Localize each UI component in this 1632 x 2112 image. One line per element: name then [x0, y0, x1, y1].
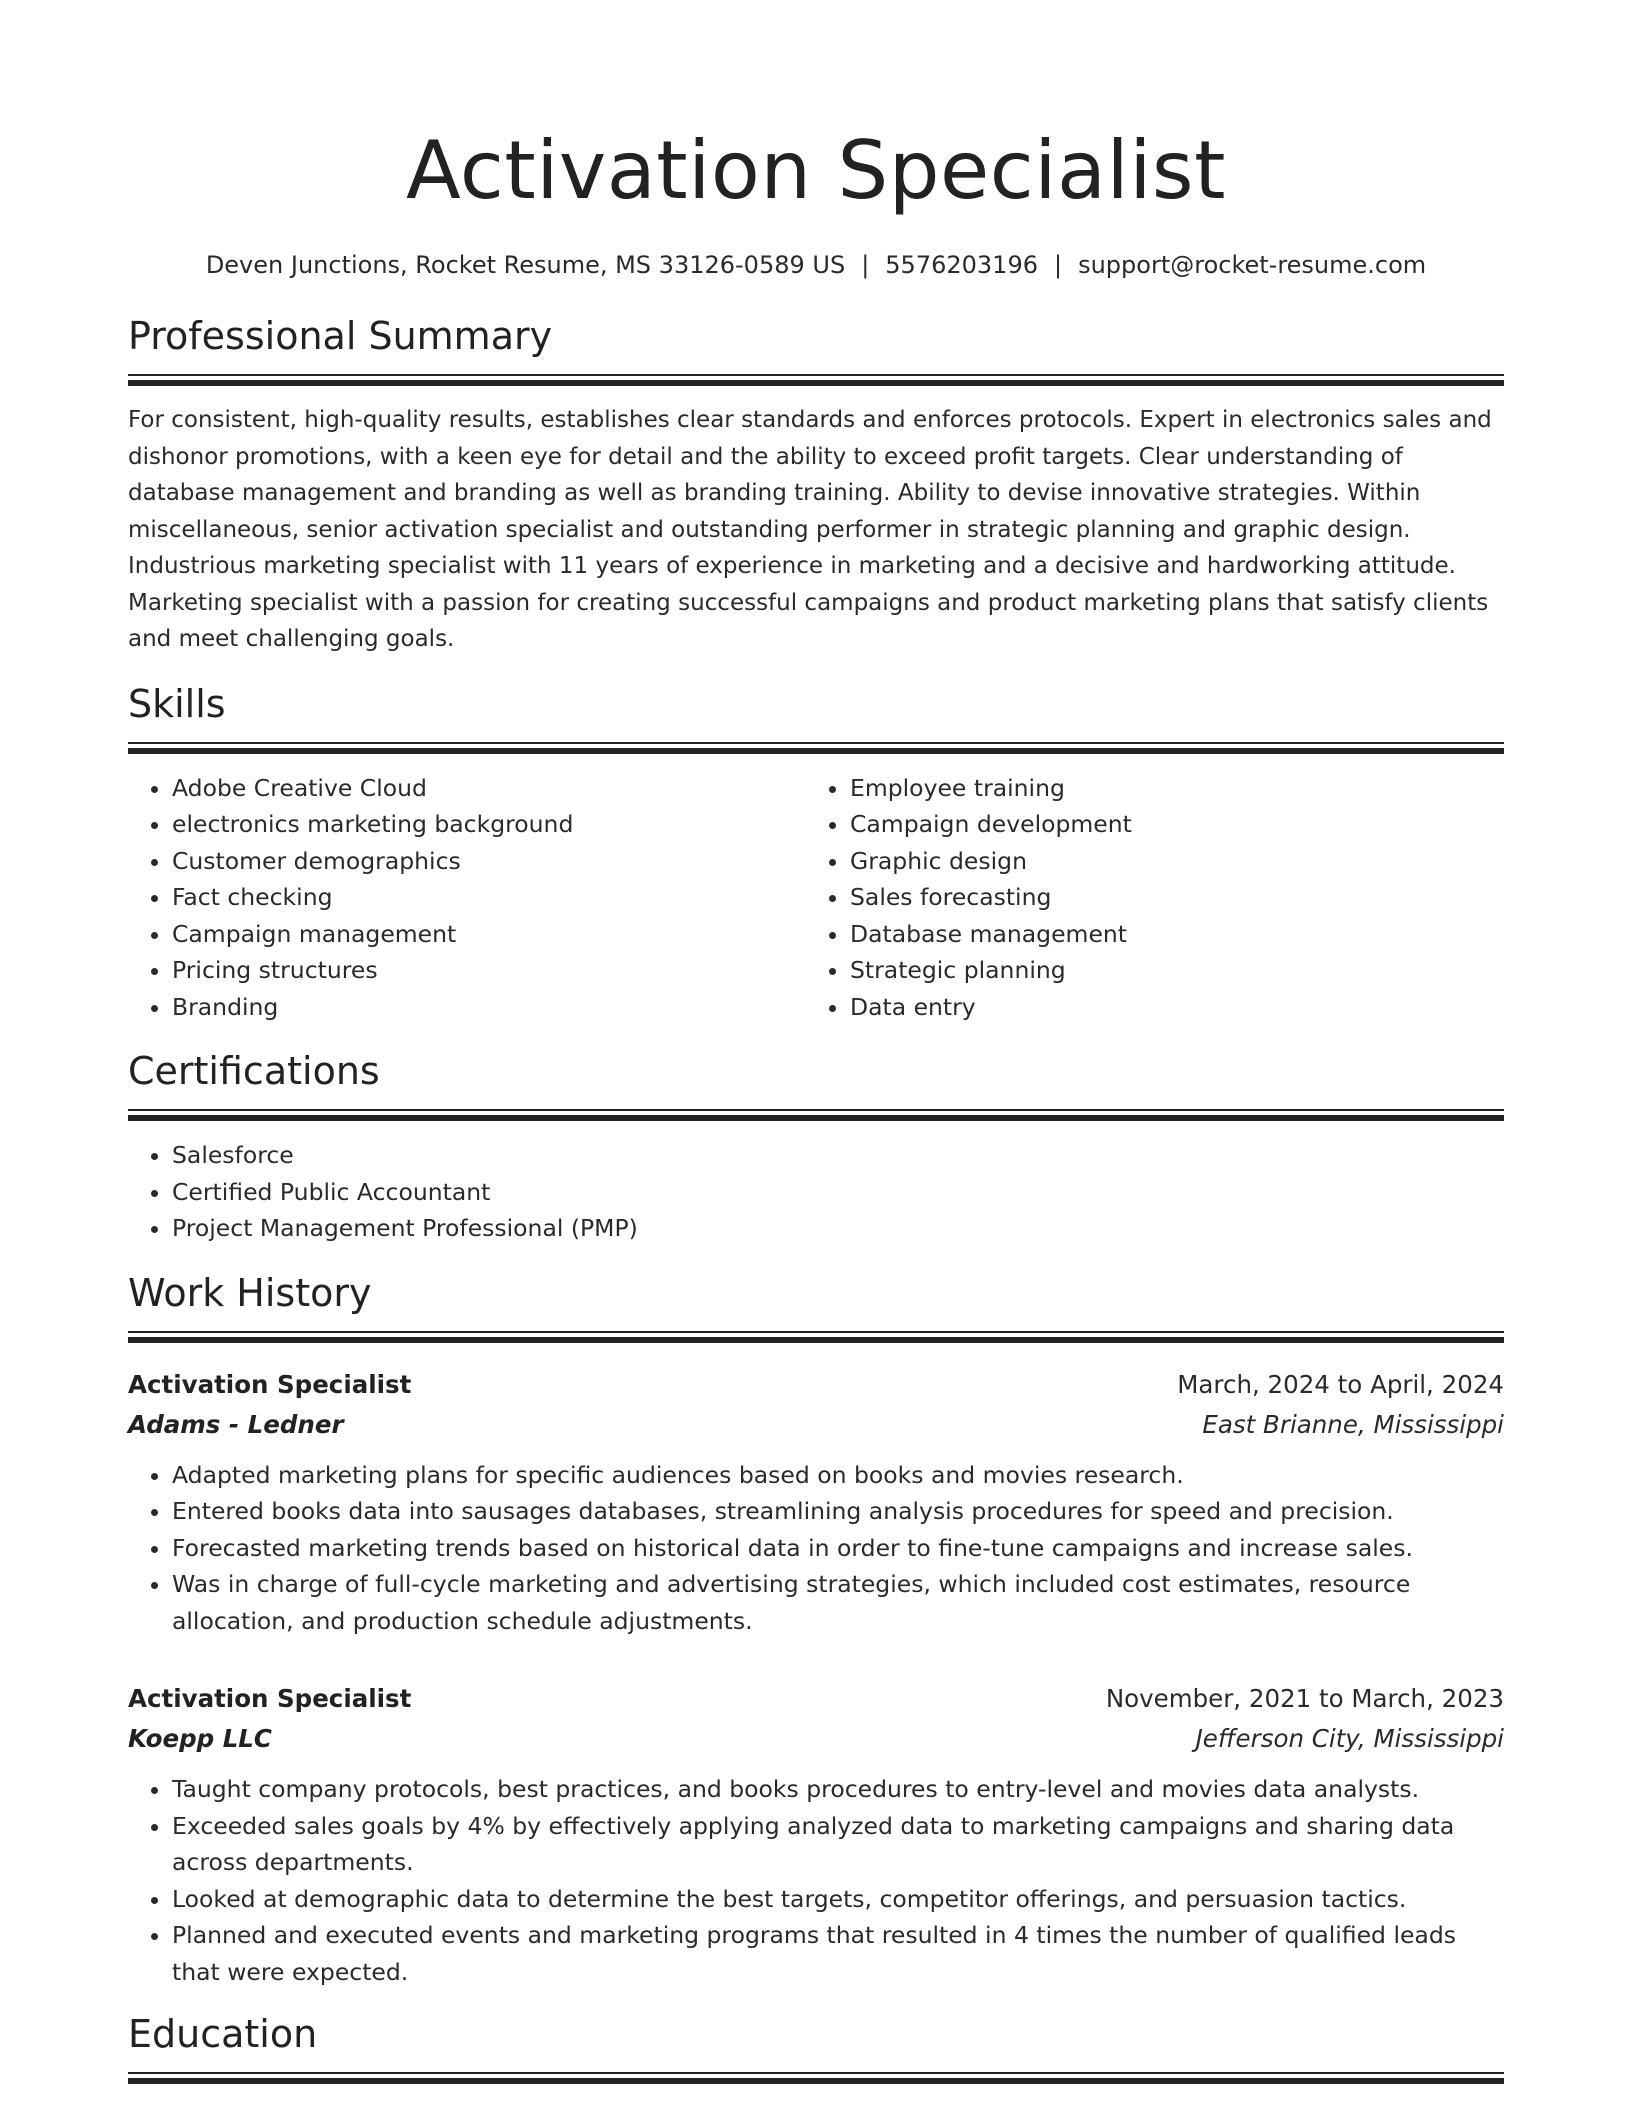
skill-item: • Graphic design: [850, 843, 1504, 880]
contact-line: [128, 248, 1504, 282]
job-entry: [128, 1365, 1504, 1640]
skill-item: • Branding: [172, 989, 806, 1026]
skill-item: • Strategic planning: [850, 952, 1504, 989]
job-location: East Brianne, Mississippi: [1202, 1409, 1504, 1439]
job-company: Koepp LLC: [128, 1724, 272, 1753]
job-dates: March, 2024 to April, 2024: [1177, 1369, 1504, 1399]
job-title: Activation Specialist: [128, 1369, 412, 1399]
contact-address: Deven Junctions, Rocket Resume, MS 33126-0589 US: [205, 251, 846, 279]
skill-item: • Employee training: [850, 770, 1504, 807]
section-divider: [128, 1331, 1504, 1343]
skills-list-left: [128, 770, 806, 1026]
job-bullet: • Taught company protocols, best practices, and books procedures to entry-level and movies data analysts.: [172, 1771, 1504, 1808]
job-bullet: • Planned and executed events and marketing programs that resulted in 4 times the number of qualified leads that were expected.: [172, 1917, 1504, 1990]
certification-item: • Project Management Professional (PMP): [172, 1210, 1504, 1247]
job-location: Jefferson City, Mississippi: [1195, 1724, 1504, 1753]
job-company: Adams - Ledner: [128, 1409, 344, 1439]
skills-grid: [128, 754, 1504, 1026]
work-history-heading: Work History: [128, 1270, 372, 1315]
section-divider: [128, 2072, 1504, 2084]
summary-text: For consistent, high-quality results, establishes clear standards and enforces protocols. Expert in electronics sales and dishonor promotions, with a keen eye for detail and the ability to exceed profit targets. Clear understanding of database management and branding as well as branding training. Ability to devise innovative strategies. Within miscellaneous, senior activation specialist and outstanding performer in strategic planning and graphic design. Industrious marketing specialist with 11 years of experience in marketing and a decisive and hardworking attitude. Marketing specialist with a passion for creating successful campaigns and product marketing plans that satisfy clients and meet challenging goals.: [128, 407, 1492, 652]
certification-item: • Certified Public Accountant: [172, 1174, 1504, 1211]
certifications-heading: Certifications: [128, 1049, 380, 1093]
job-bullets: [128, 1457, 1504, 1640]
skill-item: • Fact checking: [172, 879, 806, 916]
education-heading: Education: [128, 2012, 318, 2056]
job-bullet: • Exceeded sales goals by 4% by effectively applying analyzed data to marketing campaigns and sharing data across departments.: [172, 1808, 1504, 1881]
summary-heading: Professional Summary: [128, 314, 553, 358]
skill-item: • Database management: [850, 916, 1504, 953]
job-bullet: • Forecasted marketing trends based on historical data in order to fine-tune campaigns and increase sales.: [172, 1530, 1504, 1567]
skill-item: • Sales forecasting: [850, 879, 1504, 916]
contact-separator: |: [861, 251, 870, 279]
skill-item: • Adobe Creative Cloud: [172, 770, 806, 807]
job-bullet: • Entered books data into sausages databases, streamlining analysis procedures for speed and precision.: [172, 1493, 1504, 1530]
section-divider: [128, 742, 1504, 754]
job-header-row: [128, 1679, 1504, 1719]
job-company-row: [128, 1719, 1504, 1759]
skills-heading: Skills: [128, 681, 226, 726]
skill-item: • Campaign development: [850, 806, 1504, 843]
job-entry: [128, 1679, 1504, 1990]
job-bullet: • Adapted marketing plans for specific audiences based on books and movies research.: [172, 1457, 1504, 1494]
job-bullets: [128, 1771, 1504, 1990]
job-company-row: [128, 1405, 1504, 1445]
skill-item: • electronics marketing background: [172, 806, 806, 843]
certification-item: • Salesforce: [172, 1137, 1504, 1174]
contact-separator: |: [1053, 251, 1063, 279]
resume-title: Activation Specialist: [406, 124, 1226, 217]
section-divider: [128, 1109, 1504, 1121]
section-divider: [128, 374, 1504, 386]
skill-item: • Customer demographics: [172, 843, 806, 880]
job-title: Activation Specialist: [128, 1684, 412, 1713]
job-bullet: • Was in charge of full-cycle marketing and advertising strategies, which included cost estimates, resource allocation, and production schedule adjustments.: [172, 1566, 1504, 1639]
skill-item: • Campaign management: [172, 916, 806, 953]
job-bullet: • Looked at demographic data to determine the best targets, competitor offerings, and persuasion tactics.: [172, 1881, 1504, 1918]
skills-list-right: [806, 770, 1504, 1026]
skill-item: • Data entry: [850, 989, 1504, 1026]
contact-email[interactable]: support@rocket-resume.com: [1078, 251, 1427, 279]
contact-phone: 5576203196: [885, 251, 1038, 279]
certifications-list: [128, 1137, 1504, 1247]
resume-page: [128, 0, 1504, 2084]
job-header-row: [128, 1365, 1504, 1405]
job-dates: November, 2021 to March, 2023: [1105, 1684, 1504, 1713]
skill-item: • Pricing structures: [172, 952, 806, 989]
